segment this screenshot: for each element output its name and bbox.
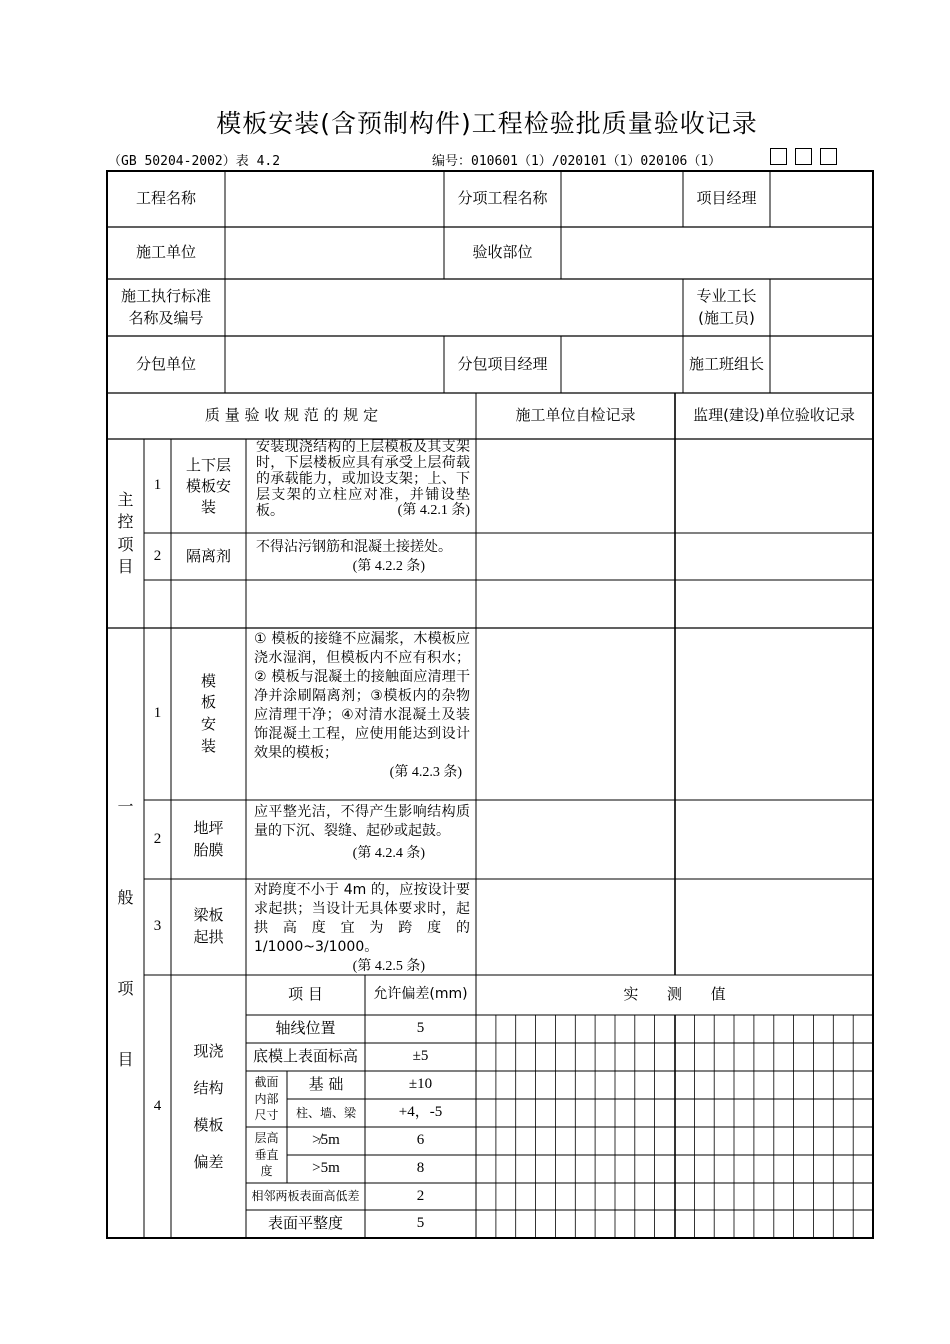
general-label: 一 般 项 目 — [117, 796, 134, 1069]
construction-unit-label: 施工单位 — [135, 243, 196, 262]
general-item-1-desc: ① 模板的接缝不应漏浆，木模板应浇水湿润，但模板内不应有积水；② 模板与混凝土的接触面应清理干净并涂刷隔离剂；③模板内的杂物应清理干净；④对清水混凝土及装饰混凝土工程，应使用能达到设计效果的模板； (第 4.2.3 条) — [254, 631, 470, 780]
construction-unit-field[interactable] — [225, 227, 444, 279]
sub-project-name-label: 分项工程名称 — [457, 189, 548, 208]
general-item-2-name: 地坪 胎膜 — [193, 818, 224, 859]
exec-standard-field[interactable] — [225, 279, 683, 336]
section-size-label: 截面 内部 尺寸 — [254, 1074, 279, 1123]
main-item-1-supervision[interactable] — [675, 439, 873, 533]
storey-vertical-label: 层高 垂直 度 — [254, 1130, 279, 1179]
sub-project-name-field[interactable] — [561, 171, 683, 227]
project-manager-field[interactable] — [770, 171, 873, 227]
adjacent-diff-value: 2 — [416, 1187, 425, 1204]
general-item-2-desc: 应平整光洁，不得产生影响结构质量的下沉、裂缝、起砂或起鼓。 (第 4.2.4 条) — [254, 804, 470, 861]
main-item-2-no: 2 — [153, 547, 162, 564]
sub-pm-field[interactable] — [561, 336, 683, 393]
axis-position-label: 轴线位置 — [275, 1019, 336, 1038]
general-item-2-supervision[interactable] — [675, 800, 873, 879]
bottom-elevation-label: 底模上表面标高 — [252, 1047, 358, 1066]
main-item-2-desc: 不得沾污钢筋和混凝土接搓处。 (第 4.2.2 条) — [256, 539, 452, 574]
main-item-3-self-check[interactable] — [476, 580, 675, 628]
spec-column-header: 质 量 验 收 规 范 的 规 定 — [204, 406, 379, 425]
main-item-1-self-check[interactable] — [476, 439, 675, 533]
flatness-value: 5 — [416, 1215, 425, 1232]
general-item-1-supervision[interactable] — [675, 628, 873, 800]
col-wall-beam-label: 柱、墙、梁 — [295, 1105, 356, 1120]
general-item-3-supervision[interactable] — [675, 879, 873, 975]
acceptance-part-field[interactable] — [561, 227, 873, 279]
project-name-field[interactable] — [225, 171, 444, 227]
main-item-2-self-check[interactable] — [476, 533, 675, 580]
exec-standard-line2: 名称及编号 — [128, 308, 204, 327]
gt5m-label: >5m — [312, 1160, 340, 1177]
col-wall-beam-value: +4，-5 — [398, 1104, 443, 1121]
main-item-2-name: 隔离剂 — [185, 546, 231, 565]
general-item-2-no: 2 — [153, 830, 162, 847]
general-item-3-no: 3 — [153, 918, 162, 935]
main-item-2-supervision[interactable] — [675, 533, 873, 580]
foreman-line1: 专业工长 — [696, 286, 757, 305]
main-item-3-supervision[interactable] — [675, 580, 873, 628]
bottom-elevation-value: ±5 — [412, 1048, 429, 1065]
foreman-label — [683, 279, 770, 336]
le5m-value: 6 — [416, 1132, 425, 1149]
general-item-3-name: 梁板 起拱 — [193, 906, 224, 946]
general-item-3-self-check[interactable] — [476, 879, 675, 975]
record-code: 编号：010601（1）/020101（1）020106（1） — [432, 154, 722, 169]
page-title: 模板安装(含预制构件)工程检验批质量验收记录 — [216, 109, 758, 138]
exec-standard-line1: 施工执行标准 — [120, 286, 211, 305]
flatness-label: 表面平整度 — [267, 1214, 343, 1233]
subcontractor-label: 分包单位 — [135, 354, 196, 373]
tolerance-allow-header: 允许偏差(mm) — [373, 986, 468, 1003]
project-manager-label: 项目经理 — [696, 189, 757, 208]
adjacent-diff-label: 相邻两板表面高低差 — [251, 1189, 360, 1204]
general-item-1-self-check[interactable] — [476, 628, 675, 800]
general-item-4-no: 4 — [153, 1097, 162, 1114]
main-item-1-desc: 安装现浇结构的上层模板及其支架时，下层楼板应具有承受上层荷载的承载能力，或加设支架；上、下层支架的立柱应对准，并铺设垫板。 (第 4.2.1 条) — [256, 439, 470, 519]
general-item-1-no: 1 — [153, 705, 162, 722]
team-leader-label: 施工班组长 — [688, 354, 764, 373]
foundation-value: ±10 — [408, 1076, 433, 1093]
subcontractor-field[interactable] — [225, 336, 444, 393]
sub-pm-label: 分包项目经理 — [457, 354, 548, 373]
gt5m-value: 8 — [416, 1160, 425, 1177]
main-control-label: 主 控 项 目 — [117, 489, 134, 576]
exec-standard-label — [107, 279, 225, 336]
supervision-column-header: 监理(建设)单位验收记录 — [693, 406, 855, 425]
general-item-1-name: 模 板 安 装 — [200, 671, 216, 755]
main-item-1-name: 上下层 模板安 装 — [185, 455, 231, 516]
general-item-3-desc: 对跨度不小于 4m 的，应按设计要求起拱；当设计无具体要求时，起拱高度宜为跨度的1/1000~3/1000。 (第 4.2.5 条) — [254, 882, 470, 974]
foreman-line2: (施工员) — [698, 308, 755, 327]
le5m-label: ≯5m — [312, 1132, 340, 1149]
foundation-label: 基 础 — [308, 1075, 344, 1094]
axis-position-value: 5 — [416, 1020, 425, 1037]
self-check-column-header: 施工单位自检记录 — [515, 406, 636, 425]
tolerance-item-header: 项 目 — [288, 985, 323, 1004]
foreman-field[interactable] — [770, 279, 873, 336]
tolerance-measured-header: 实 测 值 — [623, 985, 726, 1004]
acceptance-part-label: 验收部位 — [472, 243, 533, 262]
general-item-4-name: 现浇 结构 模板 偏差 — [193, 1041, 224, 1171]
team-leader-field[interactable] — [770, 336, 873, 393]
main-item-1-no: 1 — [153, 477, 162, 494]
project-name-label: 工程名称 — [135, 189, 196, 208]
standard-ref: （GB 50204-2002）表 4.2 — [108, 154, 281, 169]
general-item-2-self-check[interactable] — [476, 800, 675, 879]
